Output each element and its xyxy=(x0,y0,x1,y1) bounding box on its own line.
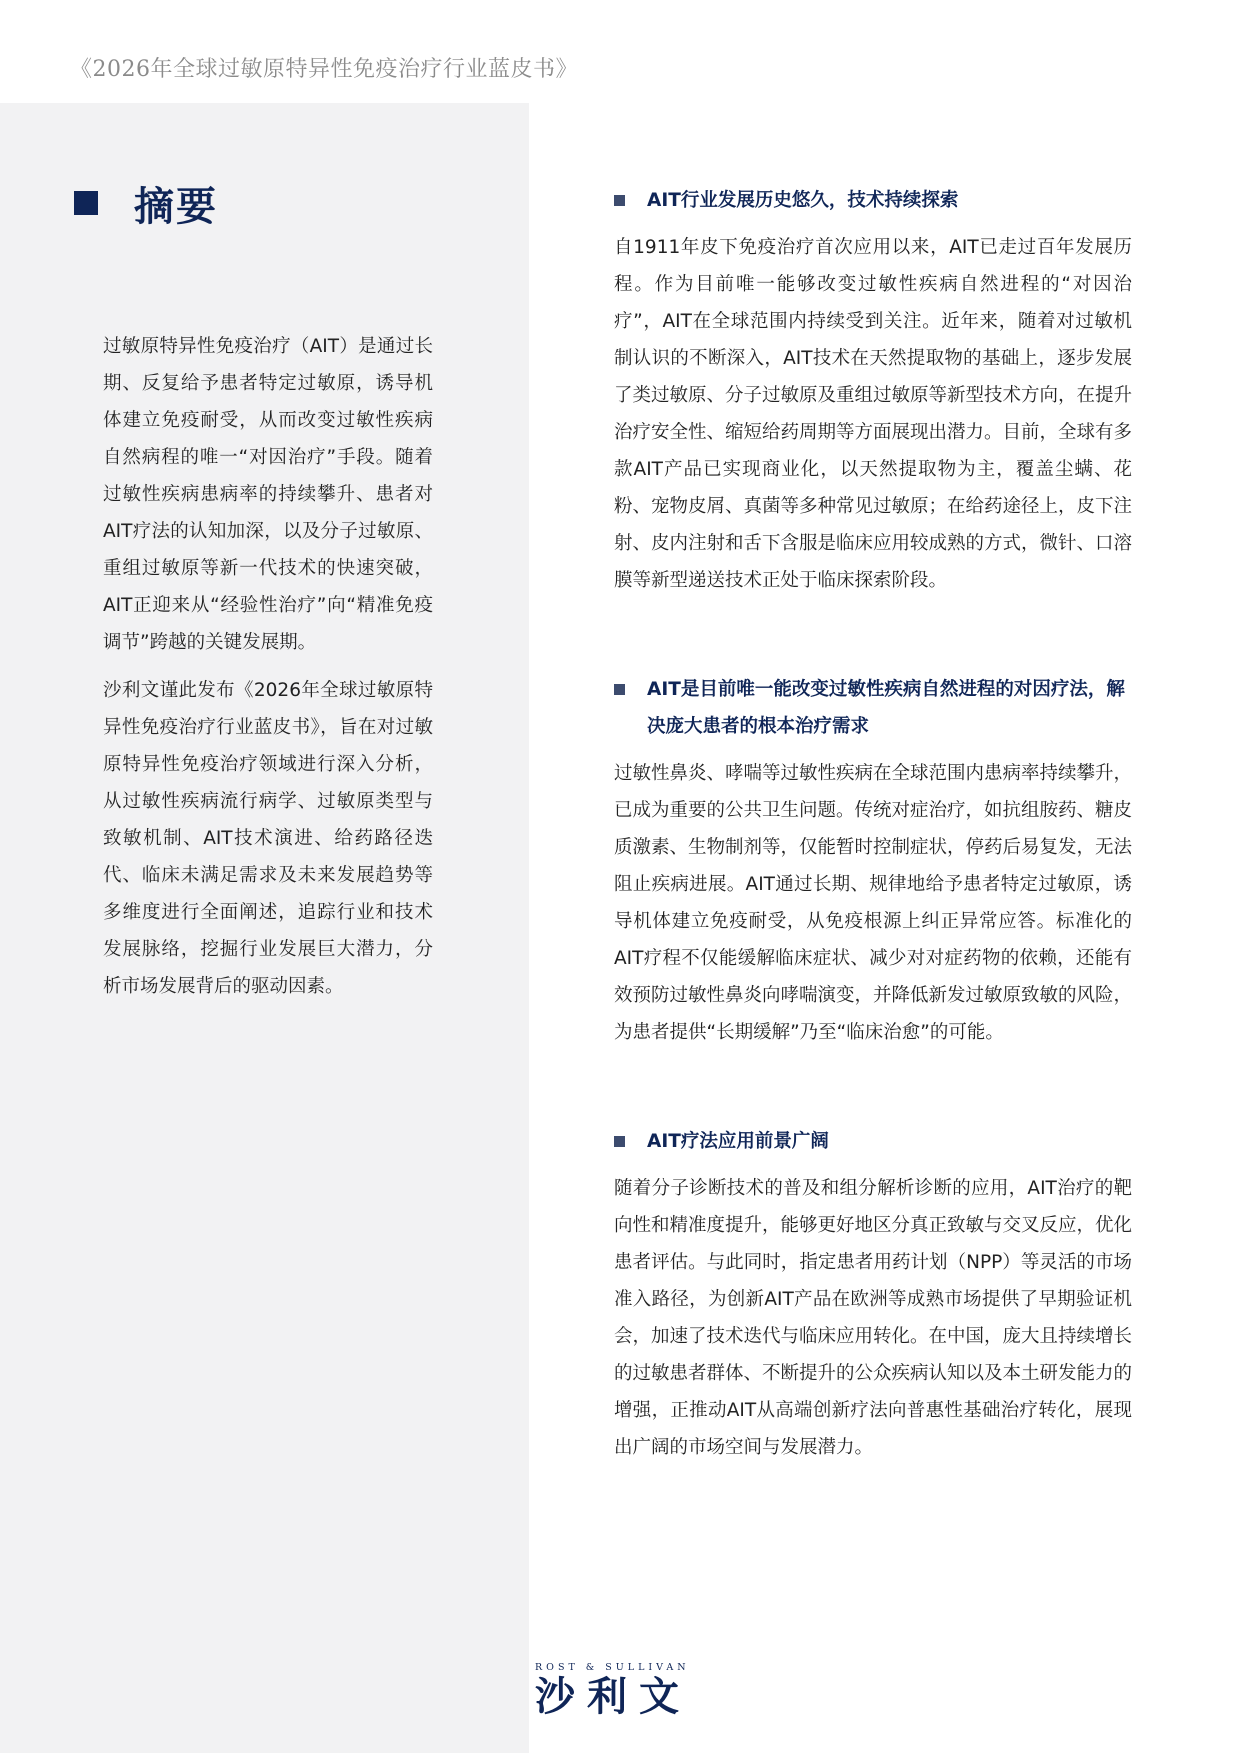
section-bullet-icon xyxy=(614,195,625,206)
section-body: 自1911年皮下免疫治疗首次应用以来，AIT已走过百年发展历程。作为目前唯一能够改变过敏性疾病自然进程的“对因治疗”，AIT在全球范围内持续受到关注。近年来，随着对过敏机制认识的不断深入，AIT技术在天然提取物的基础上，逐步发展了类过敏原、分子过敏原及重组过敏原等新型技术方向，在提升治疗安全性、缩短给药周期等方面展现出潜力。目前，全球有多款AIT产品已实现商业化，以天然提取物为主，覆盖尘螨、花粉、宠物皮屑、真菌等多种常见过敏原；在给药途径上，皮下注射、皮内注射和舌下含服是临床应用较成熟的方式，微针、口溶膜等新型递送技术正处于临床探索阶段。 xyxy=(614,237,1133,591)
section-heading-text: AIT疗法应用前景广阔 xyxy=(647,1131,829,1152)
frost-sullivan-logo xyxy=(535,1662,715,1719)
section-bullet-icon xyxy=(614,684,625,695)
section-history xyxy=(614,182,1132,599)
logo-chinese: 沙利文 xyxy=(535,1674,691,1720)
section-bullet-icon xyxy=(614,1136,625,1147)
summary-body xyxy=(103,328,433,1016)
section-heading-text: AIT行业发展历史悠久，技术持续探索 xyxy=(647,190,959,211)
section-body: 过敏性鼻炎、哮喘等过敏性疾病在全球范围内患病率持续攀升，已成为重要的公共卫生问题。传统对症治疗，如抗组胺药、糖皮质激素、生物制剂等，仅能暂时控制症状，停药后易复发，无法阻止疾病进展。AIT通过长期、规律地给予患者特定过敏原，诱导机体建立免疫耐受，从免疫根源上纠正异常应答。标准化的AIT疗程不仅能缓解临床症状、减少对对症药物的依赖，还能有效预防过敏性鼻炎向哮喘演变，并降低新发过敏原致敏的风险，为患者提供“长期缓解”乃至“临床治愈”的可能。 xyxy=(614,763,1133,1043)
section-heading xyxy=(614,1123,1132,1160)
running-header: 《2026年全球过敏原特异性免疫治疗行业蓝皮书》 xyxy=(70,57,578,82)
section-outlook xyxy=(614,1123,1132,1466)
title-bullet-icon xyxy=(74,191,98,215)
section-heading-text: AIT是目前唯一能改变过敏性疾病自然进程的对因疗法，解决庞大患者的根本治疗需求 xyxy=(647,679,1125,737)
section-causal-therapy xyxy=(614,671,1132,1051)
summary-paragraph: 沙利文谨此发布《2026年全球过敏原特异性免疫治疗行业蓝皮书》，旨在对过敏原特异性免疫治疗领域进行深入分析，从过敏性疾病流行病学、过敏原类型与致敏机制、AIT技术演进、给药路径迭代、临床未满足需求及未来发展趋势等多维度进行全面阐述，追踪行业和技术发展脉络，挖掘行业发展巨大潜力，分析市场发展背后的驱动因素。 xyxy=(103,680,433,997)
summary-title xyxy=(74,178,218,228)
logo-english: ROST & SULLIVAN xyxy=(535,1662,690,1673)
sections-column xyxy=(614,182,1132,1466)
summary-paragraph: 过敏原特异性免疫治疗（AIT）是通过长期、反复给予患者特定过敏原，诱导机体建立免疫耐受，从而改变过敏性疾病自然病程的唯一“对因治疗”手段。随着过敏性疾病患病率的持续攀升、患者对AIT疗法的认知加深，以及分子过敏原、重组过敏原等新一代技术的快速突破，AIT正迎来从“经验性治疗”向“精准免疫调节”跨越的关键发展期。 xyxy=(103,336,433,653)
summary-title-text: 摘要 xyxy=(134,183,218,230)
section-heading xyxy=(614,671,1132,745)
section-body: 随着分子诊断技术的普及和组分解析诊断的应用，AIT治疗的靶向性和精准度提升，能够更好地区分真正致敏与交叉反应，优化患者评估。与此同时，指定患者用药计划（NPP）等灵活的市场准入路径，为创新AIT产品在欧洲等成熟市场提供了早期验证机会，加速了技术迭代与临床应用转化。在中国，庞大且持续增长的过敏患者群体、不断提升的公众疾病认知以及本土研发能力的增强，正推动AIT从高端创新疗法向普惠性基础治疗转化，展现出广阔的市场空间与发展潜力。 xyxy=(614,1178,1133,1458)
section-heading xyxy=(614,182,1132,219)
